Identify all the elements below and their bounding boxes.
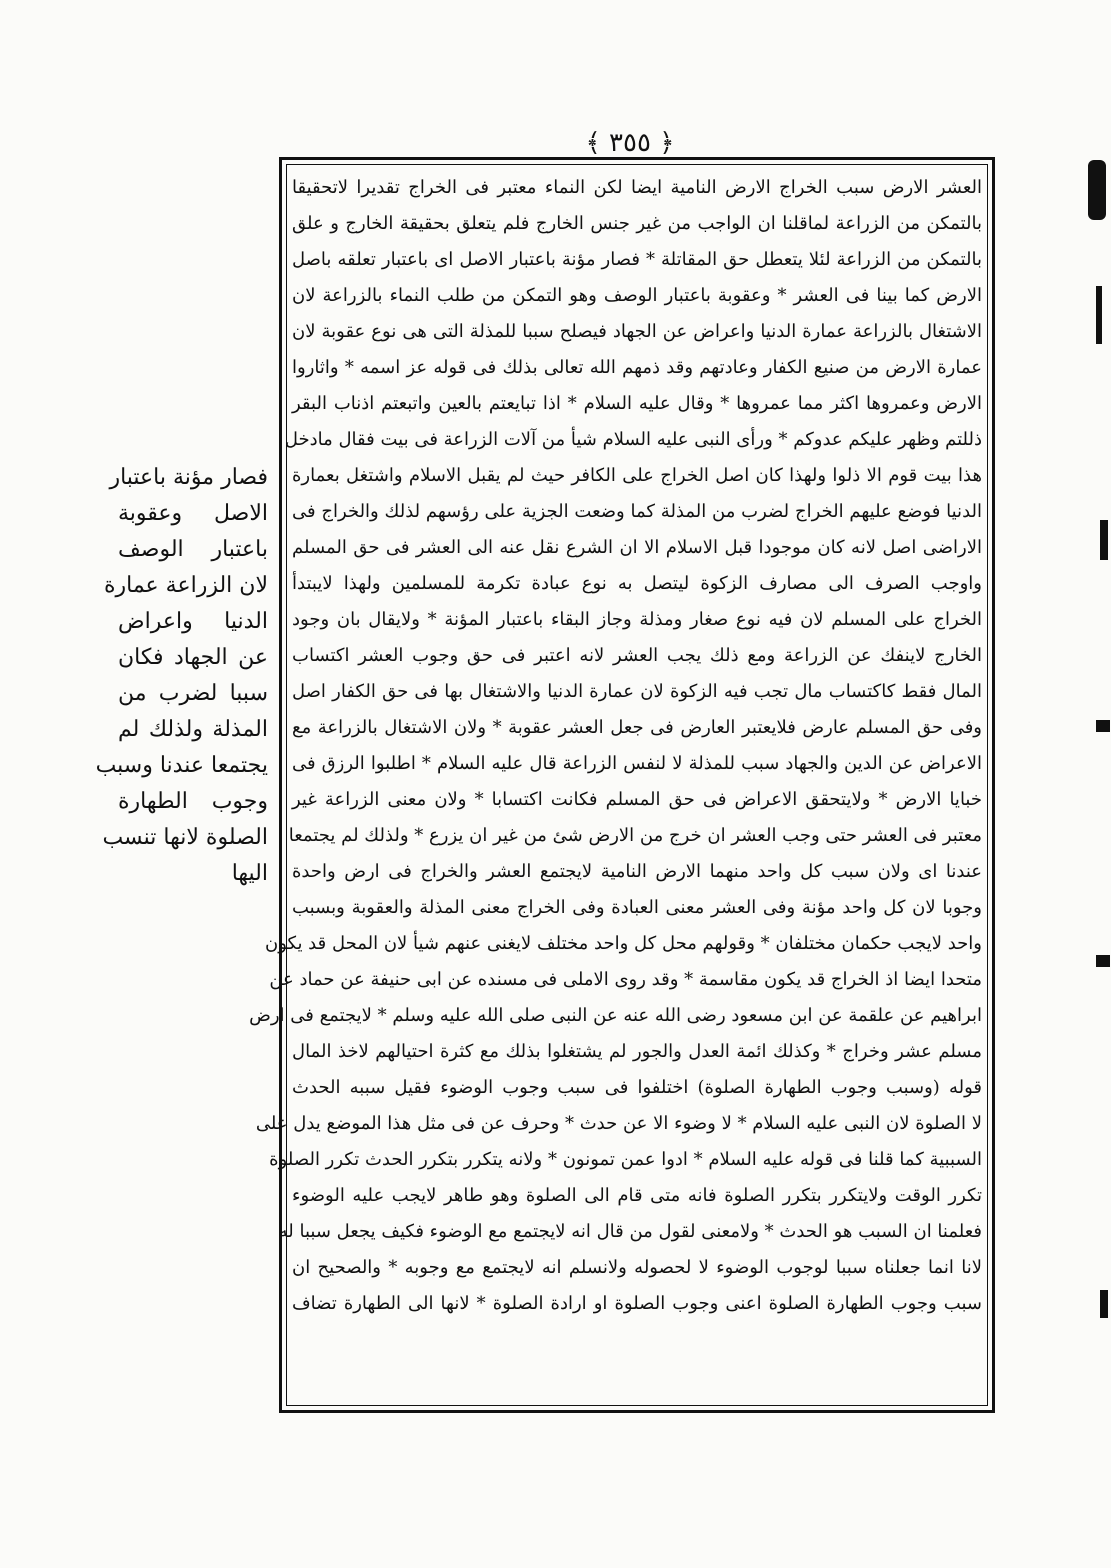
margin-note-line: فصار مؤنة باعتبار bbox=[109, 465, 268, 490]
scan-mark bbox=[1096, 286, 1102, 344]
text-line: ابراهيم عن علقمة عن ابن مسعود رضى الله عنه عن النبى صلى الله عليه وسلم * لايجتمع فى ارض bbox=[249, 1005, 982, 1026]
text-line: ذللتم وظهر عليكم عدوكم * ورأى النبى عليه السلام شيأ من آلات الزراعة فى بيت فقال مادخل bbox=[284, 429, 982, 450]
text-line: الخارج لاينفك عن الزراعة ومع ذلك يجب العشر لانه اعتبر فى حق وجوب العشر اكتساب bbox=[292, 645, 982, 666]
text-line: واوجب الصرف الى مصارف الزكوة ليتصل به نوع عبادة تكرمة للمسلمين ولهذا لايبتدأ bbox=[292, 573, 982, 594]
margin-note bbox=[95, 460, 268, 892]
margin-note-line: باعتبار الوصف bbox=[118, 537, 268, 562]
text-line: لا الصلوة لان النبى عليه السلام * لا وضوء الا عن حدث * وحرف عن فى مثل هذا الموضع يدل على bbox=[255, 1113, 982, 1134]
margin-note-line: عن الجهاد فكان bbox=[118, 645, 268, 670]
text-line: معتبر فى العشر حتى وجب العشر ان خرج من الارض شئ من غير ان يزرع * ولذلك لم يجتمعا bbox=[288, 825, 982, 846]
text-line: الاشتغال بالزراعة عمارة الدنيا واعراض عن الجهاد فيصلح سببا للمذلة التى هى نوع عقوبة لان bbox=[292, 321, 982, 342]
text-line: بالتمكن من الزراعة لماقلنا ان الواجب من غير جنس الخارج فلم يتعلق بحقيقة الخارج و علق bbox=[292, 213, 982, 234]
text-line: متحدا ايضا اذ الخراج قد يكون مقاسمة * وقد روى الاملى فى مسنده عن ابى حنيفة عن حماد عن bbox=[269, 969, 982, 990]
text-line: الاعراض عن الدين والجهاد سبب للمذلة لا لنفس الزراعة قال عليه السلام * اطلبوا الرزق فى bbox=[292, 753, 982, 774]
scan-mark bbox=[1100, 1290, 1108, 1318]
text-line: هذا بيت قوم الا ذلوا ولهذا كان اصل الخراج على الكافر حيث لم يقبل الاسلام واشتغل بعمارة bbox=[292, 465, 982, 486]
text-line: قوله (وسبب وجوب الطهارة الصلوة) اختلفوا فى سبب وجوب الوضوء فقيل سببه الحدث bbox=[292, 1077, 982, 1098]
margin-note-line: وجوب الطهارة bbox=[118, 789, 268, 814]
scan-mark bbox=[1096, 955, 1110, 967]
text-line: فعلمنا ان السبب هو الحدث * ولامعنى لقول من قال انه لايجتمع مع الوضوء فكيف يجعل سببا له bbox=[278, 1221, 982, 1242]
text-line: الدنيا فوضع عليهم الخراج لضرب من المذلة كما وضعت الجزية على رؤسهم لذلك والخراج فى bbox=[292, 501, 982, 522]
margin-note-line: المذلة ولذلك لم bbox=[118, 717, 268, 742]
text-line: الخراج على المسلم لان فيه نوع صغار ومذلة وجاز البقاء باعتبار المؤنة * ولايقال بان وجود bbox=[292, 609, 982, 630]
text-line: تكرر الوقت ولايتكرر بتكرر الصلوة فانه متى قام الى الصلوة وهو طاهر لايجب عليه الوضوء bbox=[292, 1185, 982, 1206]
text-line: العشر الارض سبب الخراج الارض النامية ايضا لكن النماء معتبر فى الخراج تقديرا لاتحقيقا bbox=[292, 177, 982, 198]
margin-note-line: الصلوة لانها تنسب bbox=[102, 825, 268, 850]
text-line: عندنا اى ولان سبب كل واحد منهما الارض النامية لايجتمع العشر والخراج فى ارض واحدة bbox=[292, 861, 982, 882]
scan-mark bbox=[1088, 160, 1106, 220]
margin-note-line: اليها bbox=[231, 861, 268, 886]
text-line: الارض وعمروها اكثر مما عمروها * وقال عليه السلام * اذا تبايعتم بالعين واتبعتم اذناب البقر bbox=[292, 393, 983, 414]
text-line: لانا انما جعلناه سببا لوجوب الوضوء لا لحصوله ولانسلم انه لايجتمع مع وجوبه * والصحيح ان bbox=[292, 1257, 982, 1278]
margin-note-line: سببا لضرب من bbox=[118, 681, 268, 706]
scan-mark bbox=[1100, 520, 1108, 560]
text-line: السببية كما قلنا فى قوله عليه السلام * ادوا عمن تمونون * ولانه يتكرر بتكرر الحدث تكرر الصلوة bbox=[269, 1149, 982, 1170]
page-number: ﴿ ٣٥٥ ﴾ bbox=[585, 128, 675, 158]
margin-note-line: لان الزراعة عمارة bbox=[103, 573, 268, 598]
text-line: الارض كما بينا فى العشر * وعقوبة باعتبار الوصف وهو التمكن من طلب النماء بالزراعة لان bbox=[292, 285, 982, 306]
text-line: وفى حق المسلم عارض فلايعتبر العارض فى جعل العشر عقوبة * ولان الاشتغال بالزراعة مع bbox=[292, 717, 982, 738]
text-line: بالتمكن من الزراعة لئلا يتعطل حق المقاتلة * فصار مؤنة باعتبار الاصل اى باعتبار تعلقه باصل bbox=[292, 249, 982, 270]
text-line: الاراضى اصل لانه كان موجودا قبل الاسلام الا ان الشرع نقل عنه الى العشر فى حق المسلم bbox=[292, 537, 982, 558]
text-line: وجوبا لان كل واحد مؤنة وفى العشر معنى العبادة وفى الخراج معنى المذلة والعقوبة وبسبب bbox=[292, 897, 982, 918]
text-line: المال فقط كاكتساب مال تجب فيه الزكوة لان عمارة الدنيا والاشتغال بها فى حق الكفار اصل bbox=[292, 681, 982, 702]
margin-note-line: الاصل وعقوبة bbox=[118, 501, 268, 526]
margin-note-line: الدنيا واعراض bbox=[118, 609, 268, 634]
text-line: سبب وجوب الطهارة الصلوة اعنى وجوب الصلوة او ارادة الصلوة * لانها الى الطهارة تضاف bbox=[292, 1293, 982, 1314]
text-line: عمارة الارض من صنيع الكفار وعادتهم وقد ذمهم الله تعالى بذلك فى قوله عز اسمه * واثاروا bbox=[292, 357, 982, 378]
margin-note-line: يجتمعا عندنا وسبب bbox=[95, 753, 268, 778]
scan-mark bbox=[1096, 720, 1110, 732]
text-line: مسلم عشر وخراج * وكذلك ائمة العدل والجور لم يشتغلوا بذلك مع كثرة احتيالهم لاخذ المال bbox=[292, 1041, 982, 1062]
text-line: خبايا الارض * ولايتحقق الاعراض فى حق المسلم فكانت اكتسابا * ولان معنى الزراعة غير bbox=[292, 789, 982, 810]
text-line: واحد لايجب حكمان مختلفان * وقولهم محل كل واحد مختلف لايغنى عنهم شيأ لان المحل قد يكون bbox=[264, 933, 982, 954]
